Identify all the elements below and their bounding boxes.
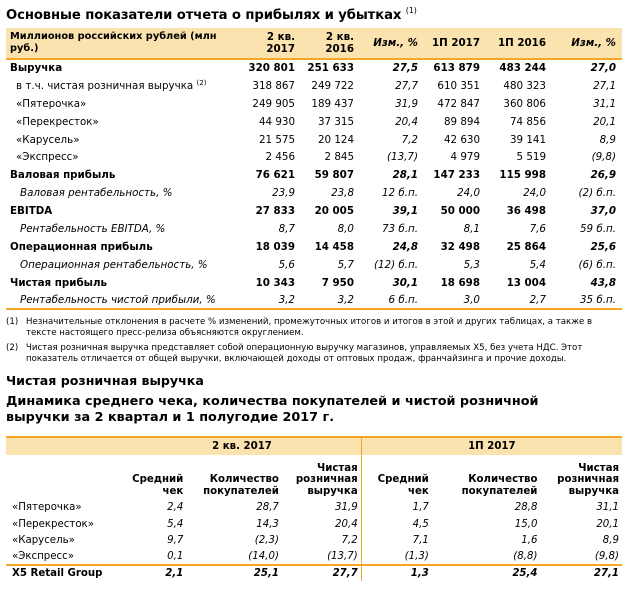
- value-cell: 483 244: [486, 59, 552, 77]
- row-label: «Карусель»: [12, 534, 75, 546]
- value-cell: 115 998: [499, 169, 546, 182]
- dynamics-table-title: Динамика среднего чека, количества покупателей и чистой розничной выручки за 2 квартал и 1 полугодие 2017 г.: [6, 394, 539, 426]
- row-label-text: «Перекресток»: [16, 115, 99, 128]
- value-cell: (2,3): [254, 534, 279, 546]
- row-label: [6, 113, 242, 131]
- value-cell: 27,1: [540, 565, 622, 581]
- value-cell: 23,9: [272, 187, 295, 200]
- subheader-blank: [6, 455, 123, 499]
- value-cell: 37,0: [590, 205, 616, 218]
- row-label: [6, 148, 242, 166]
- table-row: [6, 532, 622, 548]
- subheader-net-retail-sales: Чистая розничная выручка: [295, 462, 358, 497]
- row-label: «Перекресток»: [12, 518, 94, 530]
- row-label: [6, 274, 242, 292]
- value-cell: 251 633: [301, 59, 360, 77]
- table-row: [6, 516, 622, 532]
- value-cell: 39 141: [509, 133, 546, 146]
- value-cell: 36 498: [506, 205, 546, 218]
- value-cell: 26,9: [590, 169, 616, 182]
- row-label: [6, 131, 242, 149]
- table-row: [6, 499, 622, 515]
- value-cell: 318 867: [252, 79, 295, 92]
- value-cell: 20,4: [335, 518, 358, 530]
- header-h1-2016: 1П 2016: [486, 28, 552, 59]
- header-change-q: Изм., %: [360, 28, 424, 59]
- subheader-customers: Количество покупателей: [203, 474, 279, 497]
- value-cell: 20,1: [596, 518, 619, 530]
- value-cell: 2,1: [123, 565, 186, 581]
- dynamics-table: [6, 436, 622, 581]
- value-cell: 189 437: [311, 97, 354, 110]
- value-cell: 21 575: [258, 133, 295, 146]
- value-cell: 50 000: [440, 205, 480, 218]
- value-cell: 42 630: [443, 133, 480, 146]
- value-cell: (13,7): [327, 550, 358, 562]
- footnotes: [6, 317, 622, 365]
- value-cell: 5,4: [167, 518, 184, 530]
- value-cell: 31,9: [395, 97, 418, 110]
- value-cell: 249 905: [252, 97, 295, 110]
- value-cell: 8,1: [463, 222, 480, 235]
- row-label: [6, 238, 242, 256]
- row-label-text: Операционная прибыль: [10, 240, 153, 253]
- value-cell: 147 233: [433, 169, 480, 182]
- value-cell: 7,6: [529, 222, 546, 235]
- value-cell: 27,7: [395, 79, 418, 92]
- table-row: [6, 202, 622, 220]
- value-cell: 8,9: [599, 133, 616, 146]
- value-cell: 610 351: [437, 79, 480, 92]
- row-label-text: Рентабельность чистой прибыли, %: [20, 294, 216, 307]
- value-cell: (8,8): [513, 550, 538, 562]
- header-change-h: Изм., %: [552, 28, 622, 59]
- value-cell: 73 б.п.: [381, 222, 418, 235]
- value-cell: 35 б.п.: [552, 292, 622, 310]
- value-cell: 24,0: [523, 187, 546, 200]
- subheader-avg-ticket: Средний чек: [132, 474, 184, 497]
- row-footnote-ref: (2): [196, 79, 207, 88]
- footnote: [6, 343, 622, 365]
- row-label: «Пятерочка»: [12, 502, 82, 514]
- value-cell: 25,4: [432, 565, 541, 581]
- total-row: [6, 565, 622, 581]
- value-cell: 7,2: [401, 133, 418, 146]
- value-cell: 27,1: [593, 79, 616, 92]
- table-row: [6, 274, 622, 292]
- value-cell: 31,1: [593, 97, 616, 110]
- value-cell: 1,3: [361, 565, 432, 581]
- value-cell: 20,1: [593, 115, 616, 128]
- value-cell: 89 894: [443, 115, 480, 128]
- value-cell: 249 722: [311, 79, 354, 92]
- value-cell: 4 979: [450, 151, 480, 164]
- period-h1-2017: 1П 2017: [361, 437, 622, 455]
- row-label: [6, 59, 242, 77]
- value-cell: 59 б.п.: [579, 222, 616, 235]
- value-cell: 27,7: [282, 565, 361, 581]
- subheader-customers: Количество покупателей: [461, 474, 538, 497]
- row-label: [6, 184, 242, 202]
- value-cell: 27 833: [255, 205, 295, 218]
- income-statement-table: [6, 28, 622, 310]
- value-cell: 472 847: [437, 97, 480, 110]
- row-label-text: Валовая прибыль: [10, 169, 116, 182]
- row-label-text: «Экспресс»: [16, 151, 79, 164]
- row-label-text: Рентабельность EBITDA, %: [20, 222, 166, 235]
- value-cell: 320 801: [242, 59, 301, 77]
- value-cell: 20 005: [314, 205, 354, 218]
- row-label-text: EBITDA: [10, 205, 53, 218]
- value-cell: 3,2: [242, 292, 301, 310]
- value-cell: 3,0: [424, 292, 486, 310]
- value-cell: 2 456: [265, 151, 295, 164]
- value-cell: 360 806: [503, 97, 546, 110]
- period-header-blank: [6, 437, 123, 455]
- value-cell: 25,6: [590, 240, 616, 253]
- value-cell: 25 864: [506, 240, 546, 253]
- table-row: [6, 131, 622, 149]
- value-cell: 13 004: [506, 276, 546, 289]
- value-cell: 1,6: [521, 534, 538, 546]
- value-cell: 31,9: [335, 502, 358, 514]
- value-cell: (2) б.п.: [578, 187, 616, 200]
- table-row: [6, 113, 622, 131]
- net-retail-sales-heading: Чистая розничная выручка: [6, 373, 204, 389]
- value-cell: 613 879: [424, 59, 486, 77]
- table-header-row: [6, 28, 622, 59]
- footnote-text: Чистая розничная выручка представляет собой операционную выручку магазинов, управляемых X5, без учета НДС. Этот показатель отличается от общей выручки, включающей доходы от оптовых продаж, франчайзинга и прочие доходы.: [26, 343, 583, 365]
- value-cell: 1,7: [361, 499, 432, 515]
- value-cell: 59 807: [314, 169, 354, 182]
- value-cell: 32 498: [440, 240, 480, 253]
- value-cell: 2,7: [486, 292, 552, 310]
- subheader-row: [6, 455, 622, 499]
- value-cell: 15,0: [514, 518, 538, 530]
- table-row: [6, 184, 622, 202]
- subheader-net-retail-sales: Чистая розничная выручка: [557, 462, 619, 497]
- value-cell: 30,1: [392, 276, 418, 289]
- value-cell: 8,9: [602, 534, 619, 546]
- value-cell: 7,1: [361, 532, 432, 548]
- value-cell: 20,4: [395, 115, 418, 128]
- row-label: [6, 77, 242, 95]
- value-cell: 2,4: [167, 502, 184, 514]
- value-cell: 28,8: [514, 502, 538, 514]
- value-cell: 10 343: [255, 276, 295, 289]
- value-cell: 44 930: [258, 115, 295, 128]
- value-cell: 24,0: [457, 187, 480, 200]
- table-row: [6, 77, 622, 95]
- footnote: [6, 317, 622, 339]
- value-cell: 39,1: [392, 205, 418, 218]
- value-cell: 5,4: [529, 258, 546, 271]
- value-cell: 0,1: [167, 550, 184, 562]
- value-cell: 9,7: [167, 534, 184, 546]
- period-header-row: [6, 437, 622, 455]
- value-cell: 7 950: [321, 276, 354, 289]
- value-cell: (12) б.п.: [373, 258, 418, 271]
- value-cell: 25,1: [186, 565, 282, 581]
- value-cell: 18 039: [255, 240, 295, 253]
- row-label-text: Чистая прибыль: [10, 276, 108, 289]
- row-label-text: «Карусель»: [16, 133, 80, 146]
- table-row: [6, 166, 622, 184]
- value-cell: (9,8): [594, 550, 619, 562]
- value-cell: 8,0: [337, 222, 354, 235]
- row-label: [6, 166, 242, 184]
- row-label-text: Валовая рентабельность, %: [20, 187, 173, 200]
- value-cell: 20 124: [317, 133, 354, 146]
- row-label-text: Операционная рентабельность, %: [20, 258, 208, 271]
- period-q2-2017: 2 кв. 2017: [123, 437, 361, 455]
- table-row: [6, 256, 622, 274]
- value-cell: 27,0: [552, 59, 622, 77]
- table-row: [6, 292, 622, 310]
- table-row: [6, 549, 622, 565]
- value-cell: 37 315: [317, 115, 354, 128]
- row-label: [6, 220, 242, 238]
- value-cell: 28,7: [256, 502, 279, 514]
- value-cell: (13,7): [387, 151, 418, 164]
- value-cell: 76 621: [255, 169, 295, 182]
- value-cell: (6) б.п.: [578, 258, 616, 271]
- value-cell: 4,5: [361, 516, 432, 532]
- value-cell: 3,2: [301, 292, 360, 310]
- header-q2-2017: 2 кв. 2017: [242, 28, 301, 59]
- value-cell: 2 845: [324, 151, 354, 164]
- income-statement-title: [6, 6, 622, 23]
- header-label: Миллионов российских рублей (млн руб.): [6, 28, 242, 59]
- row-label: «Экспресс»: [12, 550, 74, 562]
- value-cell: (14,0): [248, 550, 279, 562]
- value-cell: 18 698: [440, 276, 480, 289]
- row-label-text: в т.ч. чистая розничная выручка: [16, 80, 194, 93]
- row-label: [6, 202, 242, 220]
- footnote-number: (1): [6, 317, 19, 328]
- row-label: [6, 95, 242, 113]
- table-row: [6, 59, 622, 77]
- table-row: [6, 220, 622, 238]
- value-cell: 27,5: [360, 59, 424, 77]
- row-label-text: Выручка: [10, 62, 63, 75]
- row-label: [6, 256, 242, 274]
- value-cell: 31,1: [596, 502, 619, 514]
- value-cell: (9,8): [591, 151, 616, 164]
- value-cell: 12 б.п.: [381, 187, 418, 200]
- table-row: [6, 238, 622, 256]
- value-cell: 7,2: [341, 534, 358, 546]
- value-cell: 23,8: [331, 187, 354, 200]
- value-cell: 480 323: [503, 79, 546, 92]
- title-footnote-ref: (1): [405, 6, 417, 15]
- header-q2-2016: 2 кв. 2016: [301, 28, 360, 59]
- value-cell: 5,7: [337, 258, 354, 271]
- value-cell: 5,3: [463, 258, 480, 271]
- value-cell: 14 458: [314, 240, 354, 253]
- value-cell: (1,3): [361, 549, 432, 565]
- value-cell: 43,8: [590, 276, 616, 289]
- table-row: [6, 148, 622, 166]
- value-cell: 14,3: [256, 518, 279, 530]
- income-statement-title-text: Основные показатели отчета о прибылях и убытках: [6, 8, 402, 23]
- value-cell: 74 856: [509, 115, 546, 128]
- row-label: [6, 292, 242, 310]
- value-cell: 8,7: [278, 222, 295, 235]
- row-label-text: «Пятерочка»: [16, 97, 87, 110]
- value-cell: 24,8: [392, 240, 418, 253]
- value-cell: 5,6: [278, 258, 295, 271]
- row-label: X5 Retail Group: [6, 565, 123, 581]
- value-cell: 6 б.п.: [360, 292, 424, 310]
- footnote-number: (2): [6, 343, 19, 354]
- value-cell: 5 519: [516, 151, 546, 164]
- header-h1-2017: 1П 2017: [424, 28, 486, 59]
- subheader-avg-ticket: Средний чек: [361, 455, 432, 499]
- table-row: [6, 95, 622, 113]
- value-cell: 28,1: [392, 169, 418, 182]
- footnote-text: Незначительные отклонения в расчете % изменений, промежуточных итогов и итогов в этой и других таблицах, а также в тексте настоящего пресс-релиза объясняются округлением.: [26, 317, 593, 339]
